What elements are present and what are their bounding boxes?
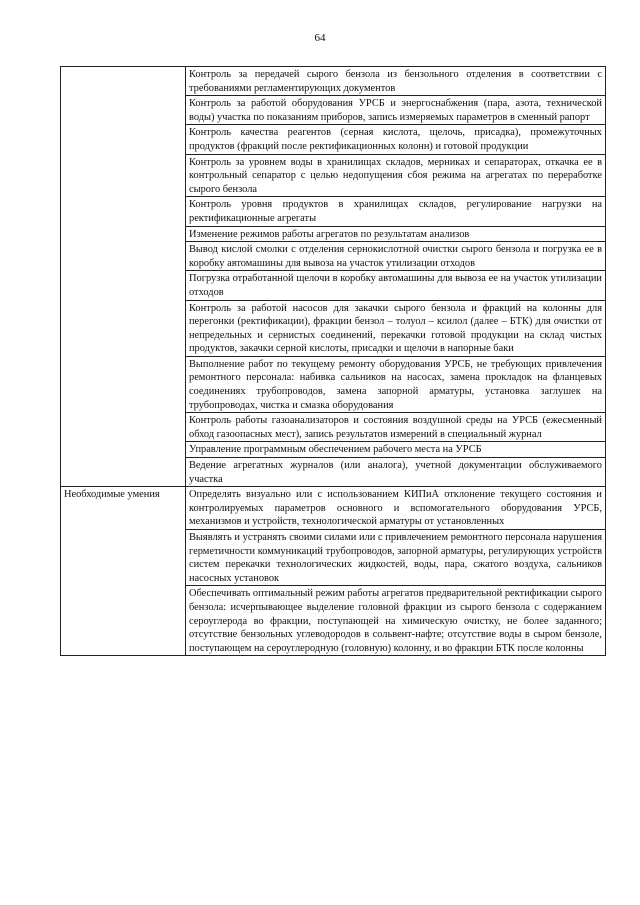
table-cell: Управление программным обеспечением рабочего места на УРСБ <box>186 442 606 458</box>
table-cell: Выявлять и устранять своими силами или с привлечением ремонтного персонала нарушения герметичности коммуникаций трубопроводов, запорной арматуры, регулирующих устройств систем перекачки технологических жидкостей, воды, пара, сжатого воздуха, сальников насосных установок <box>186 530 606 586</box>
table-cell: Контроль за работой оборудования УРСБ и энергоснабжения (пара, азота, технической воды) участка по показаниям приборов, запись измеряемых параметров в сменный рапорт <box>186 96 606 125</box>
table-cell: Погрузка отработанной щелочи в коробку автомашины для вывоза ее на участок утилизации отходов <box>186 271 606 300</box>
table-cell: Контроль уровня продуктов в хранилищах складов, регулирование нагрузки на ректификационные агрегаты <box>186 197 606 226</box>
table-cell: Обеспечивать оптимальный режим работы агрегатов предварительной ректификации сырого бензола: исчерпывающее выделение головной фракции из сырого бензола с содержанием сероуглерода во фракции, поступающей на химическую очистку, не более заданного; отсутствие бензольных углеводородов в сольвент-нафте; отсутствие воды в сыром бензоле, поступающем на сероуглеродную (головную) колонну, и во фракции БТК после колонны <box>186 586 606 656</box>
section-label: Необходимые умения <box>61 487 186 656</box>
table-cell: Выполнение работ по текущему ремонту оборудования УРСБ, не требующих привлечения ремонтного персонала: набивка сальников на насосах, замена прокладок на фланцевых соединениях трубопроводов, замена запорной арматуры, установка заглушек на трубопроводах, чистка и смазка оборудования <box>186 356 606 412</box>
table-cell: Ведение агрегатных журналов (или аналога), учетной документации обслуживаемого участка <box>186 458 606 487</box>
table-cell: Контроль за передачей сырого бензола из бензольного отделения в соответствии с требованиями регламентирующих документов <box>186 67 606 96</box>
table-row <box>61 67 606 96</box>
table-cell: Изменение режимов работы агрегатов по результатам анализов <box>186 226 606 242</box>
table-cell: Контроль качества реагентов (серная кислота, щелочь, присадка), промежуточных продуктов (фракций после ректификационных колонн) и готовой продукции <box>186 125 606 154</box>
labor-functions-table <box>60 66 606 656</box>
table-cell: Контроль за работой насосов для закачки сырого бензола и фракций на колонны для перегонки (ректификации), фракции бензол – толуол – ксилол (далее – БТК) для очистки от непредельных и сернистых соединений, перекачки готовой продукции на склад чистых продуктов, закачки серной кислоты, присадки и щелочи в напорные баки <box>186 300 606 356</box>
table-row <box>61 487 606 530</box>
table-cell: Контроль за уровнем воды в хранилищах складов, мерниках и сепараторах, откачка ее в контрольный сепаратор с целью недопущения сбоя режима на агрегатах по переработке сырого бензола <box>186 154 606 197</box>
table-cell: Вывод кислой смолки с отделения сернокислотной очистки сырого бензола и погрузка ее в коробку автомашины для вывоза на участок утилизации отходов <box>186 242 606 271</box>
section-label <box>61 67 186 487</box>
table-cell: Определять визуально или с использованием КИПиА отклонение текущего состояния и контролируемых параметров основного и вспомогательного оборудования УРСБ, механизмов и устройств, технологической арматуры от установленных <box>186 487 606 530</box>
table-cell: Контроль работы газоанализаторов и состояния воздушной среды на УРСБ (ежесменный обход газоопасных мест), запись результатов измерений в специальный журнал <box>186 413 606 442</box>
page-number: 64 <box>314 32 326 44</box>
